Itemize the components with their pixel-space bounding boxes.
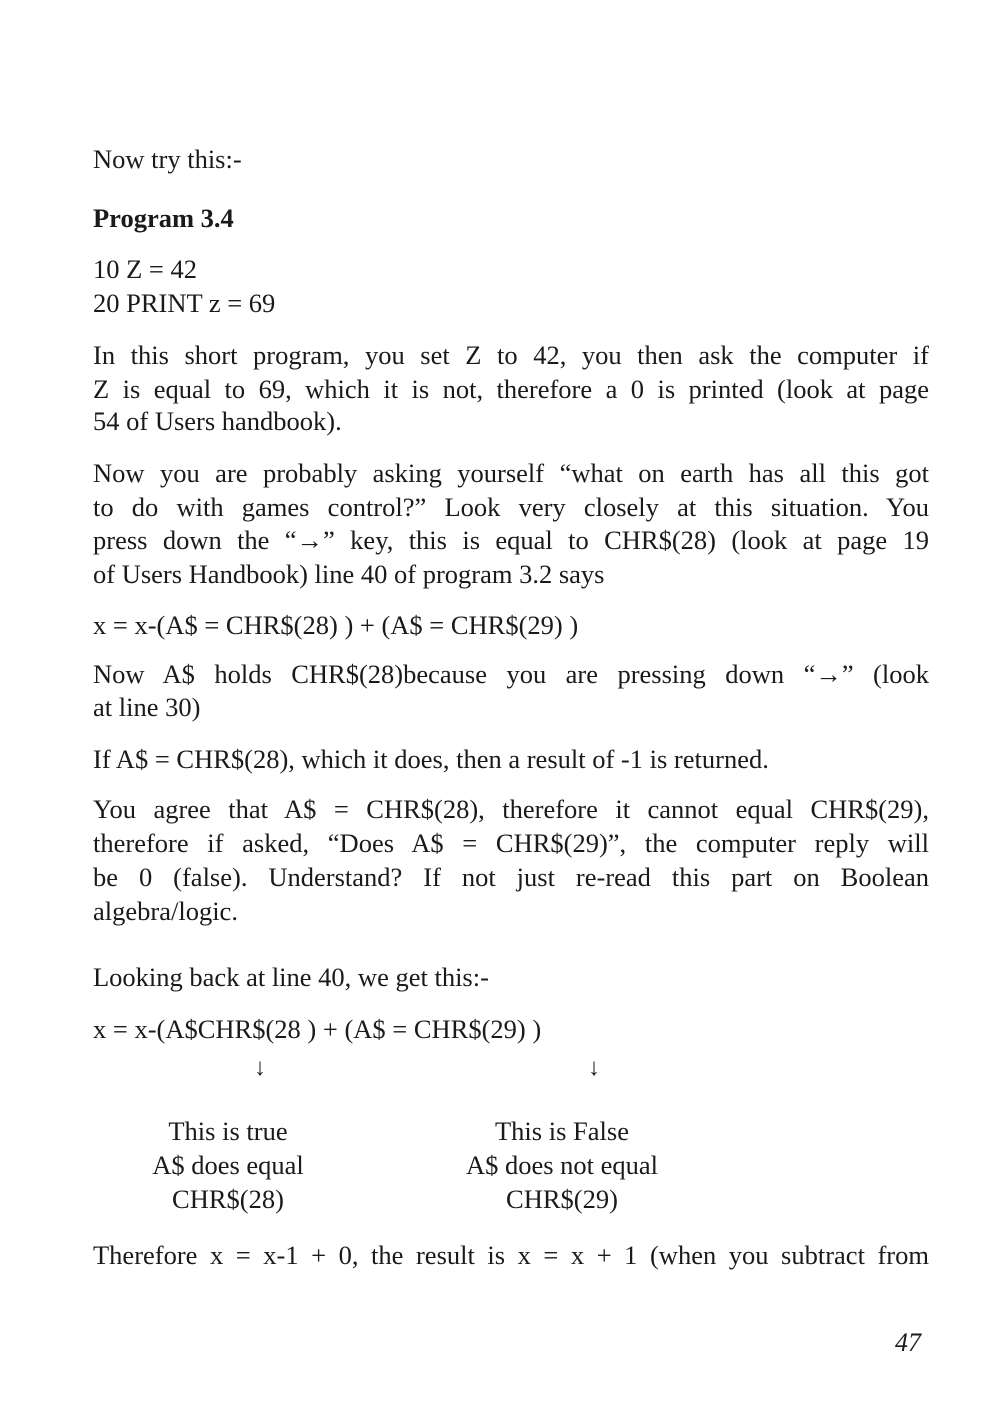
paragraph-line: Looking back at line 40, we get this:- xyxy=(93,962,489,992)
paragraph-line: If A$ = CHR$(28), which it does, then a result of -1 is returned. xyxy=(93,744,769,774)
paragraph-line: press down the “→” key, this is equal to CHR$(28) (look at page 19 xyxy=(93,525,929,555)
intro-text: Now try this:- xyxy=(93,144,242,174)
page-number: 47 xyxy=(895,1328,921,1357)
program-line: 20 PRINT z = 69 xyxy=(93,288,276,318)
paragraph-line: Therefore x = x-1 + 0, the result is x = x + 1 (when you subtract from xyxy=(93,1240,929,1270)
paragraph-line: 54 of Users handbook). xyxy=(93,406,342,436)
caption-line: CHR$(28) xyxy=(172,1184,284,1214)
down-arrow-icon: ↓ xyxy=(254,1055,266,1081)
paragraph-line: to do with games control?” Look very closely at this situation. You xyxy=(93,492,929,522)
caption-line: This is False xyxy=(495,1116,629,1146)
program-line: 10 Z = 42 xyxy=(93,254,198,284)
paragraph-line: Now you are probably asking yourself “what on earth has all this got xyxy=(93,458,929,488)
paragraph-line: at line 30) xyxy=(93,692,201,722)
paragraph-line: be 0 (false). Understand? If not just re-read this part on Boolean xyxy=(93,862,929,892)
code-line: x = x-(A$CHR$(28 ) + (A$ = CHR$(29) ) xyxy=(93,1014,542,1044)
paragraph-line: algebra/logic. xyxy=(93,896,238,926)
caption-line: CHR$(29) xyxy=(506,1184,618,1214)
caption-line: A$ does not equal xyxy=(465,1150,659,1180)
paragraph-line: of Users Handbook) line 40 of program 3.2 says xyxy=(93,559,605,589)
paragraph-line: Now A$ holds CHR$(28)because you are pressing down “→” (look xyxy=(93,659,929,689)
paragraph-line: You agree that A$ = CHR$(28), therefore it cannot equal CHR$(29), xyxy=(93,794,929,824)
paragraph-line: In this short program, you set Z to 42, you then ask the computer if xyxy=(93,340,929,370)
code-line: x = x-(A$ = CHR$(28) ) + (A$ = CHR$(29) ) xyxy=(93,610,579,640)
paragraph-line: therefore if asked, “Does A$ = CHR$(29)”, the computer reply will xyxy=(93,828,929,858)
paragraph-line: Z is equal to 69, which it is not, therefore a 0 is printed (look at page xyxy=(93,374,929,404)
program-heading: Program 3.4 xyxy=(93,203,234,233)
down-arrow-icon: ↓ xyxy=(588,1055,600,1081)
caption-line: This is true xyxy=(168,1116,288,1146)
caption-line: A$ does equal xyxy=(152,1150,304,1180)
